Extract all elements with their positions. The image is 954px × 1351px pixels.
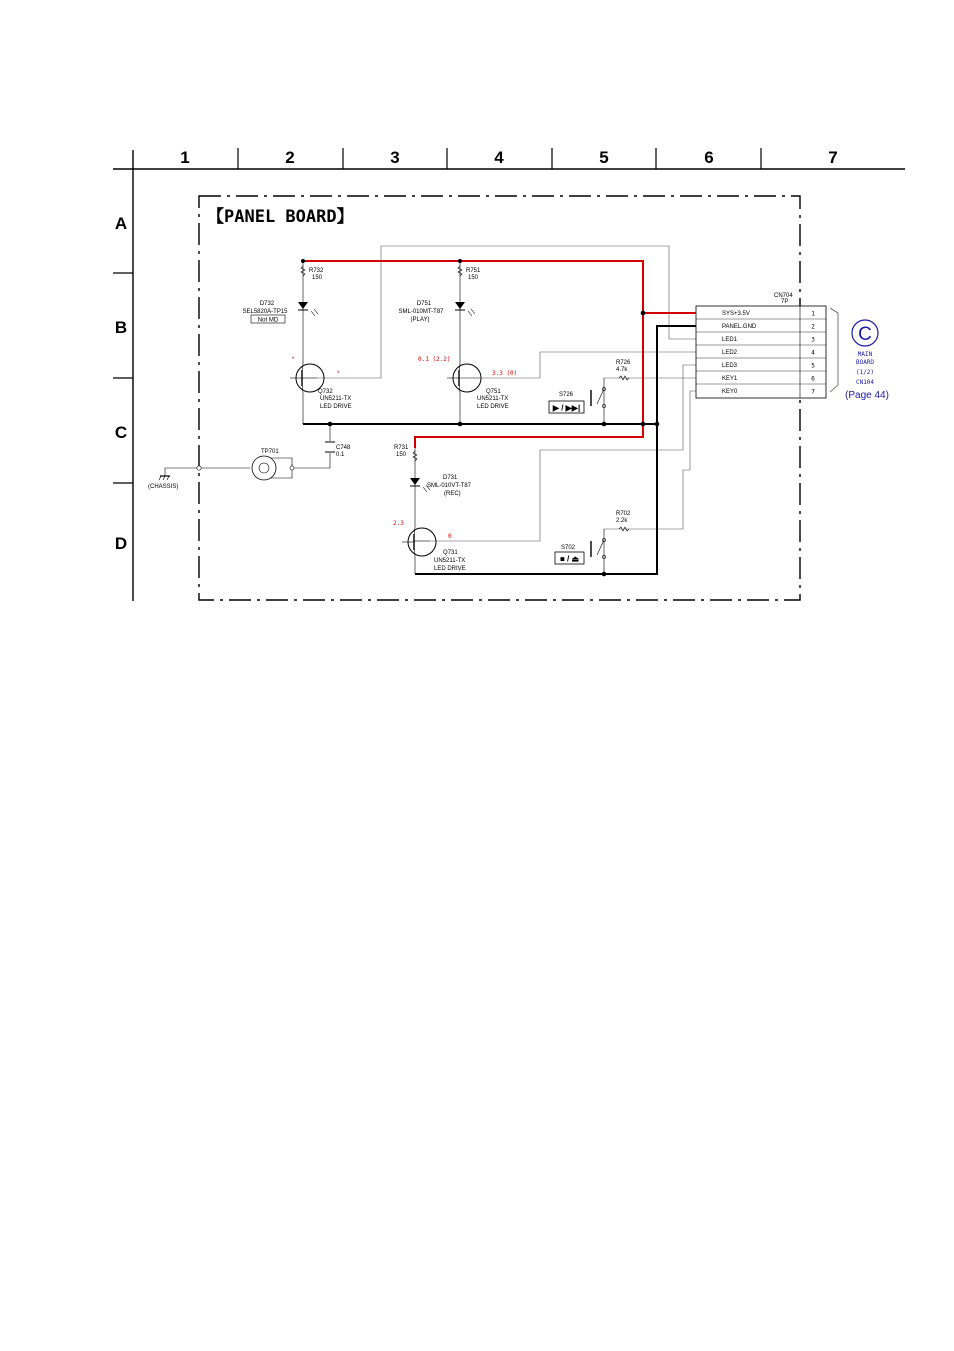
- s702-ref: S702: [561, 545, 576, 551]
- d731-part: SML-010VT-T87: [427, 483, 472, 489]
- cn704-pin5-signal: LED3: [722, 363, 738, 369]
- destination-reference: [830, 308, 889, 401]
- cn704-pin6-num: 6: [811, 375, 815, 383]
- cn704-pin1-num: 1: [811, 310, 815, 318]
- cn704-pin7-signal: KEY0: [722, 389, 738, 395]
- cn704-pin4-num: 4: [811, 349, 815, 357]
- column-label-7: 7: [828, 148, 838, 167]
- destination-line-4: CN104: [855, 379, 875, 386]
- d751-ref: D751: [416, 301, 432, 307]
- d732-ref: D732: [259, 301, 275, 307]
- main-board-badge-letter: C: [858, 324, 872, 345]
- q731-collector-voltage: 0: [448, 533, 452, 540]
- d732-part: SEL5820A-TP15: [242, 309, 288, 315]
- row-label-d: D: [114, 534, 128, 553]
- cn704-pin3-signal: LED1: [722, 337, 738, 343]
- d732-note: Not MD: [257, 317, 279, 324]
- column-label-1: 1: [180, 148, 190, 167]
- r751-value: 150: [468, 275, 479, 281]
- column-label-5: 5: [599, 148, 609, 167]
- play-ffwd-icon: ▶ / ▶▶|: [552, 403, 581, 413]
- capacitor-c748: [325, 442, 351, 458]
- test-point-tp701: [252, 449, 294, 480]
- transistor-q732: [290, 357, 352, 410]
- c748-ref: C748: [336, 445, 351, 451]
- cn704-ref: CN704: [774, 293, 793, 299]
- cn704-pin6-signal: KEY1: [722, 376, 738, 382]
- row-label-a: A: [114, 214, 128, 233]
- q751-ref: Q751: [486, 389, 501, 395]
- r702-value: 2.2k: [616, 518, 628, 524]
- page-reference-link[interactable]: (Page 44): [845, 390, 889, 401]
- r732-value: 150: [312, 275, 323, 281]
- r702-ref: R702: [616, 511, 631, 517]
- row-label-c: C: [114, 423, 128, 442]
- signal-wires: [317, 246, 696, 541]
- led-d751: [398, 301, 475, 323]
- cn704-pin1-signal: SYS+3.5V: [722, 311, 750, 317]
- r726-ref: R726: [616, 360, 631, 366]
- destination-line-2: BOARD: [855, 359, 875, 366]
- r751-ref: R751: [466, 268, 481, 274]
- cn704-pin5-num: 5: [811, 362, 815, 370]
- power-trace: [303, 261, 696, 448]
- switch-s726: [549, 387, 606, 413]
- board-title: 【PANEL BOARD】: [207, 207, 354, 227]
- resistor-r702: [616, 511, 631, 531]
- q731-function: LED DRIVE: [434, 566, 466, 572]
- switch-s702: [555, 538, 606, 564]
- chassis-ground: [148, 466, 201, 490]
- c748-value: 0.1: [336, 452, 345, 458]
- column-label-2: 2: [285, 148, 295, 167]
- cn704-pin7-num: 7: [811, 388, 815, 396]
- cn704-pin4-signal: LED2: [722, 350, 738, 356]
- q731-part: UN5211-TX: [434, 558, 466, 564]
- tp701-ref: TP701: [261, 449, 279, 455]
- destination-line-1: MAIN: [857, 351, 873, 358]
- resistor-r751: [458, 266, 481, 281]
- row-label-b: B: [114, 318, 128, 337]
- column-label-6: 6: [704, 148, 714, 167]
- led-d732: [242, 301, 318, 324]
- cn704-pin2-num: 2: [811, 323, 815, 331]
- q751-function: LED DRIVE: [477, 404, 509, 410]
- s726-ref: S726: [559, 392, 574, 398]
- r726-value: 4.7k: [616, 367, 628, 373]
- cn704-pin3-num: 3: [811, 336, 815, 344]
- q732-ref: Q732: [318, 389, 333, 395]
- d751-function: (PLAY): [410, 317, 430, 323]
- d751-part: SML-010MT-T87: [398, 309, 444, 315]
- transistor-q751: [418, 356, 517, 410]
- cn704-body: [696, 306, 826, 398]
- q751-part: UN5211-TX: [477, 396, 509, 402]
- cn704-pin2-signal: PANEL.GND: [722, 324, 757, 330]
- q732-base-voltage: *: [292, 357, 295, 363]
- destination-line-3: (1/2): [855, 369, 875, 376]
- q751-collector-voltage: 3.3 (0): [492, 370, 518, 377]
- column-labels: [180, 148, 837, 167]
- resistor-r732: [301, 266, 324, 281]
- q751-base-voltage: 0.1 (2.2): [418, 356, 451, 363]
- r731-ref: R731: [394, 445, 409, 451]
- transistor-q731: [393, 520, 466, 572]
- chassis-label: (CHASSIS): [148, 484, 179, 490]
- q732-function: LED DRIVE: [320, 404, 352, 410]
- resistor-r731: [394, 445, 417, 461]
- q731-base-voltage: 2.3: [393, 520, 404, 527]
- led-d731: [410, 475, 472, 497]
- q731-ref: Q731: [443, 550, 458, 556]
- row-labels: [115, 214, 127, 553]
- thin-wires: [165, 261, 604, 574]
- q732-part: UN5211-TX: [320, 396, 352, 402]
- d731-ref: D731: [443, 475, 458, 481]
- cn704-pins-label: 7P: [781, 299, 789, 305]
- q732-collector-voltage: *: [337, 371, 340, 377]
- resistor-r726: [616, 360, 631, 380]
- stop-eject-icon: ■ / ⏏: [559, 554, 580, 564]
- connector-cn704: [696, 293, 826, 398]
- r731-value: 150: [396, 452, 407, 458]
- column-label-3: 3: [390, 148, 400, 167]
- r732-ref: R732: [309, 268, 324, 274]
- d731-function: (REC): [444, 491, 461, 497]
- column-label-4: 4: [494, 148, 504, 167]
